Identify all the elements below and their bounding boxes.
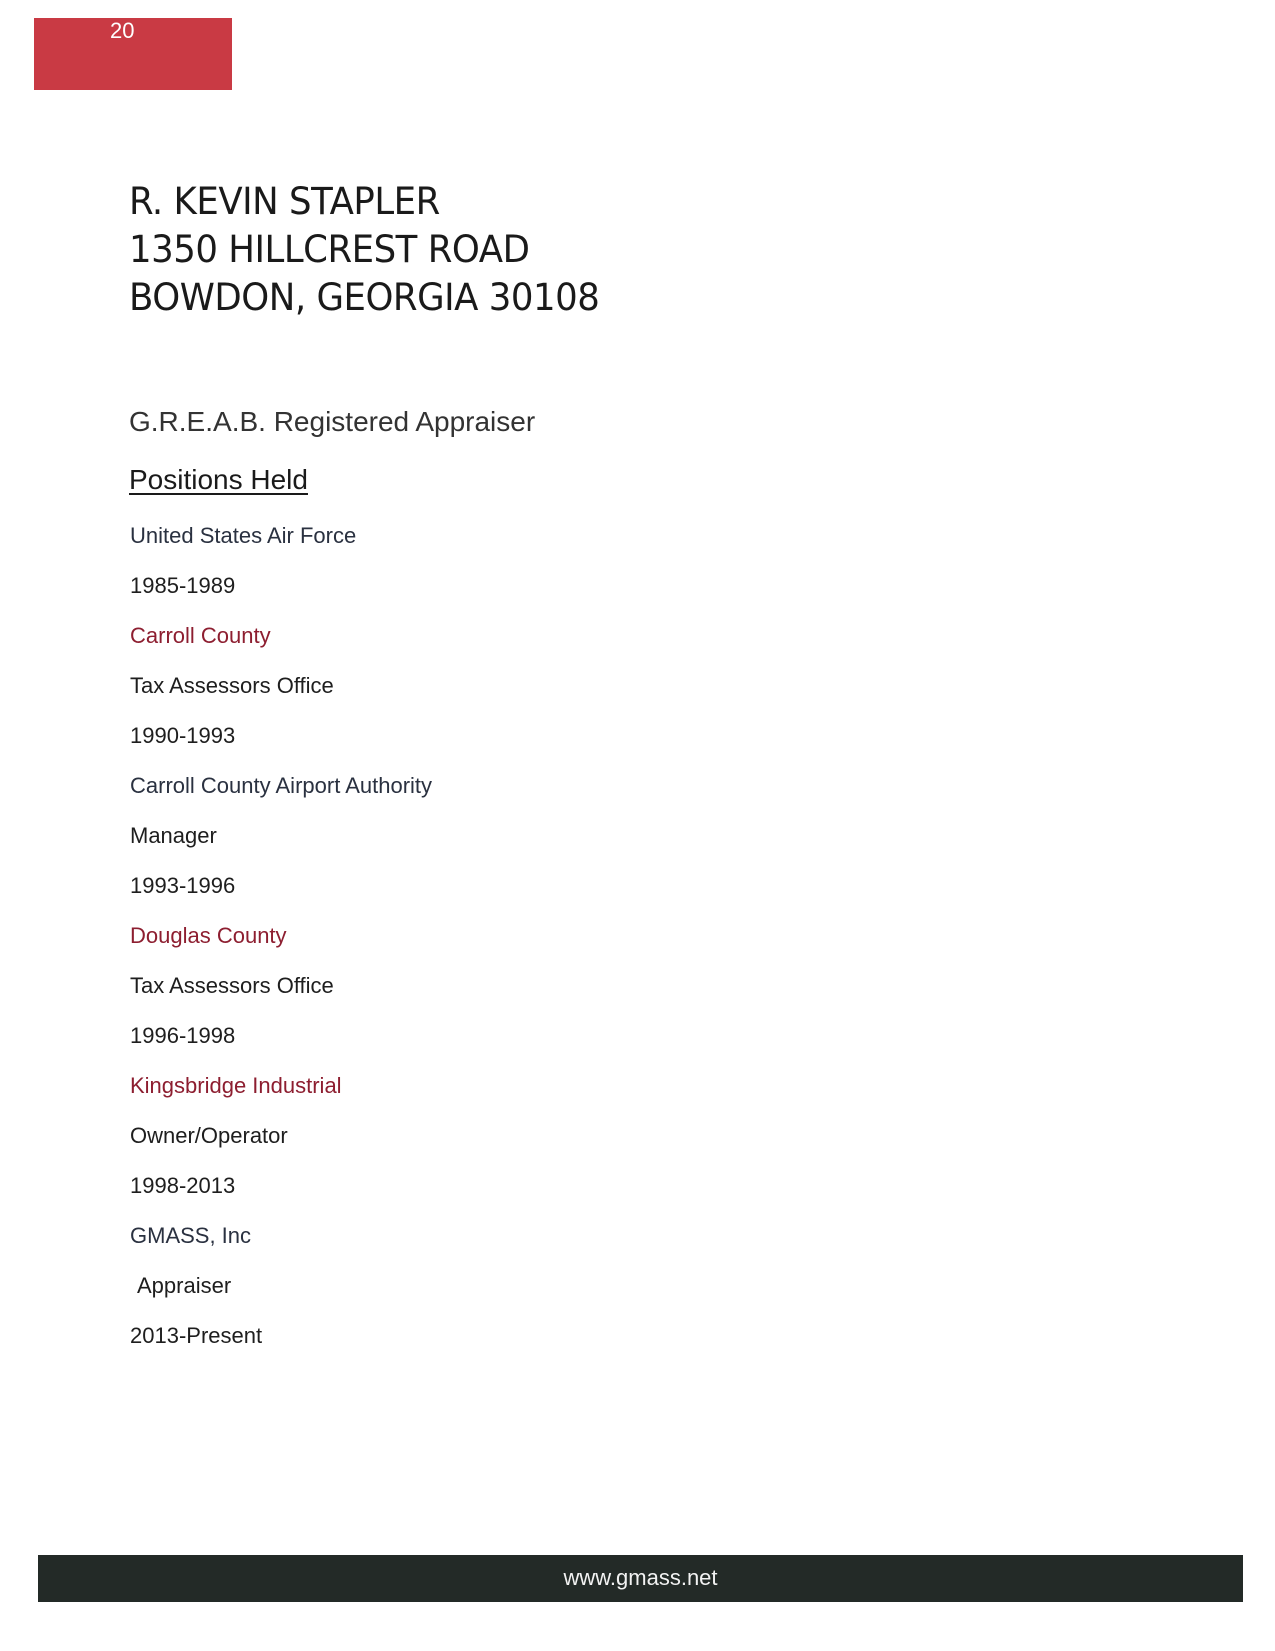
position-years: 1996-1998 [130, 1023, 236, 1048]
position-organization: Carroll County [130, 623, 271, 648]
position-organization: Douglas County [130, 923, 287, 948]
position-organization: Kingsbridge Industrial [130, 1073, 342, 1098]
footer-website-link[interactable]: www.gmass.net [563, 1565, 718, 1590]
position-department: Tax Assessors Office [130, 973, 334, 998]
designation: G.R.E.A.B. Registered Appraiser [129, 406, 536, 437]
address-city-state-zip: BOWDON, GEORGIA 30108 [129, 276, 600, 319]
positions-heading: Positions Held [129, 464, 308, 495]
position-organization: Carroll County Airport Authority [130, 773, 433, 798]
appraiser-header [129, 178, 599, 322]
position-role: Manager [130, 823, 217, 848]
position-years: 1990-1993 [130, 723, 236, 748]
footer-bar [38, 1555, 1243, 1602]
position-years: 1993-1996 [130, 873, 236, 898]
position-years: 1985-1989 [130, 573, 236, 598]
address-street: 1350 HILLCREST ROAD [129, 228, 530, 271]
positions-list [130, 521, 432, 1371]
position-role: Owner/Operator [130, 1123, 288, 1148]
position-department: Tax Assessors Office [130, 673, 334, 698]
page-number-badge [34, 18, 232, 90]
position-role: Appraiser [137, 1273, 232, 1298]
position-organization: United States Air Force [130, 523, 357, 548]
position-years: 1998-2013 [130, 1173, 236, 1198]
position-organization: GMASS, Inc [130, 1223, 252, 1248]
position-years: 2013-Present [130, 1323, 263, 1348]
page-number: 20 [110, 18, 135, 43]
appraiser-name: R. KEVIN STAPLER [129, 180, 440, 223]
